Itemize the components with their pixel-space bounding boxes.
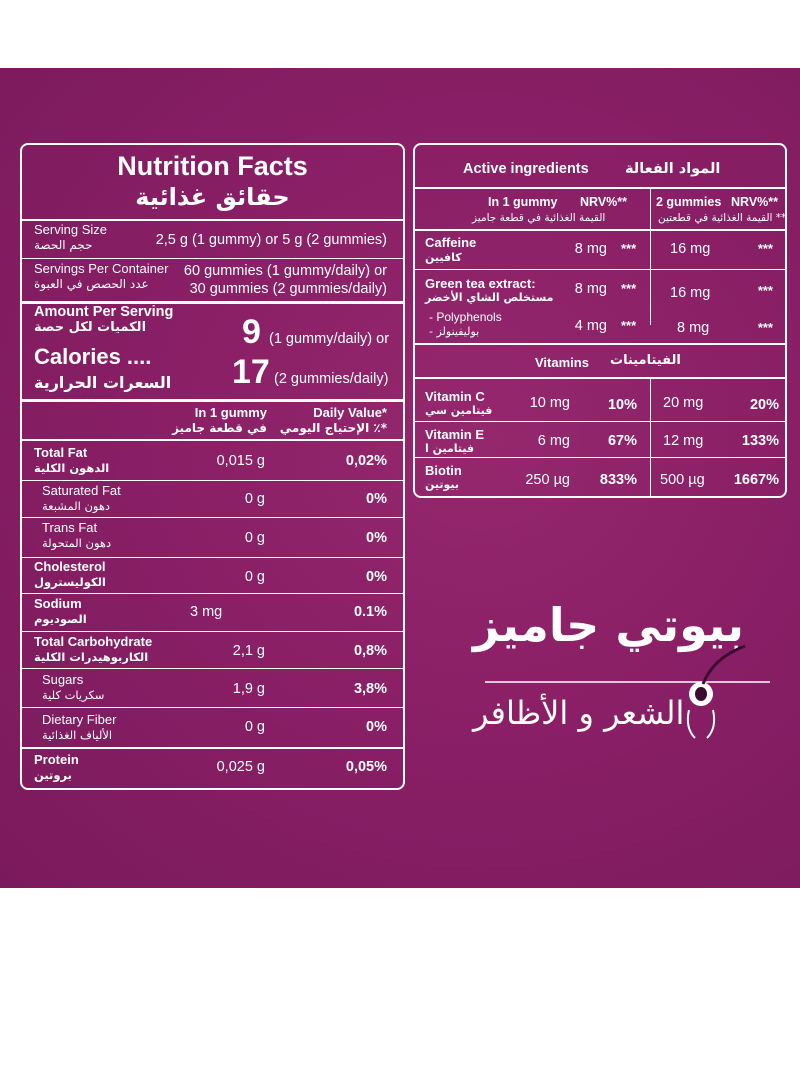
divider [22,517,403,518]
row-amount: 0 g [244,569,265,585]
vitamin-c-label: Vitamin C [425,389,485,404]
amount-per-serving-label: Amount Per Serving [34,304,174,320]
column-divider [650,187,651,325]
row-label: Trans Fat [42,520,98,535]
divider [22,399,403,402]
row-label: Total Carbohydrate [34,634,153,649]
row-dv: 3,8% [353,681,387,697]
divider [22,668,403,669]
calories-label: Calories .... [34,344,152,369]
row-dv: 0,02% [345,453,387,469]
active-title-ar: المواد الفعالة [625,161,721,177]
green-tea-label: Green tea extract: [425,276,536,291]
green-tea-value-1: 8 mg [574,281,607,297]
vitamins-title-ar: الفيتامينات [610,353,681,368]
caffeine-value-2: 16 mg [670,241,711,257]
calories-2-note: (2 gummies/daily) [274,371,389,387]
calories-2-gummies: 17 [232,353,270,391]
divider [22,631,403,632]
divider [415,457,785,458]
biotin-nrv-1: 833% [599,472,637,488]
green-tea-value-2: 16 mg [670,285,711,301]
divider [415,269,785,270]
row-label-ar: دهون المشبعة [42,499,111,513]
col1-ar: القيمة الغذائية في قطعة جاميز [472,212,606,224]
row-dv: 0% [366,569,387,585]
serving-size-label: Serving Size [34,222,107,237]
row-amount: 0 g [244,530,265,546]
caffeine-value-1: 8 mg [574,241,607,257]
caffeine-label: Caffeine [425,235,477,250]
vitamin-e-nrv-2: 133% [741,433,779,449]
brand-tagline-ar: الشعر و الأظافر [473,694,685,732]
col-dv-header-ar: الإحتياج اليومي ٪* [279,421,387,435]
vitamin-c-nrv-1: 10% [607,397,637,413]
amount-per-serving-label-ar: الكميات لكل حصة [34,320,147,335]
col1-nrv: NRV%** [580,195,628,209]
vitamin-e-value-2: 12 mg [663,433,704,449]
vitamin-c-label-ar: فيتامين سي [425,404,493,417]
row-label: Total Fat [34,445,88,460]
row-amount: 0,015 g [216,453,265,469]
divider [22,593,403,594]
divider [415,421,785,422]
servings-per-container-label-ar: عدد الحصص في العبوة [34,277,149,291]
row-dv: 0% [366,719,387,735]
polyphenols-value-2: 8 mg [677,320,710,336]
calories-1-note: (1 gummy/daily) or [269,331,390,347]
active-ingredients-box [413,143,787,498]
divider [22,557,403,558]
vitamins-title: Vitamins [535,355,589,370]
row-amount: 3 mg [190,604,223,620]
biotin-label: Biotin [425,463,462,478]
row-dv: 0,8% [353,643,387,659]
divider [22,439,403,441]
row-amount: 2,1 g [232,643,265,659]
row-label-ar: الكاربوهيدرات الكلية [34,650,149,664]
col2-label: 2 gummies [656,195,722,209]
row-label: Sodium [34,596,82,611]
polyphenols-nrv-2: *** [757,320,773,335]
servings-per-container-value-2: 30 gummies (2 gummies/daily) [189,281,387,297]
nutrition-facts-box [20,143,405,790]
biotin-nrv-2: 1667% [733,472,779,488]
vitamin-e-value-1: 6 mg [537,433,570,449]
divider [22,258,403,259]
divider [415,377,785,379]
green-tea-label-ar: مستخلص الشاي الأخضر [425,291,554,304]
green-tea-nrv-2: *** [757,283,773,298]
row-label-ar: الكوليسترول [34,575,106,589]
polyphenols-label-ar: - بوليفينولز [429,325,480,338]
row-label-ar: الصوديوم [34,612,87,626]
biotin-label-ar: بيوتين [425,478,460,491]
calories-label-ar: السعرات الحرارية [34,373,172,392]
vitamin-e-label: Vitamin E [425,427,485,442]
row-label: Cholesterol [34,559,106,574]
row-label-ar: بروتين [34,768,72,782]
col-gummy-header: In 1 gummy [194,405,267,420]
col1-label: In 1 gummy [488,195,558,209]
row-label-ar: الدهون الكلية [34,461,110,475]
serving-size-value: 2,5 g (1 gummy) or 5 g (2 gummies) [155,232,387,248]
servings-per-container-label: Servings Per Container [34,261,169,276]
divider [415,187,785,189]
row-amount: 0 g [244,491,265,507]
divider [415,229,785,231]
row-dv: 0,05% [345,759,387,775]
divider [22,707,403,708]
vitamin-c-nrv-2: 20% [749,397,779,413]
row-amount: 0 g [244,719,265,735]
brand-logo [445,598,785,748]
row-label-ar: دهون المتحولة [42,536,112,550]
row-dv: 0.1% [353,604,387,620]
brand-name-ar: بيوتي جاميز [473,598,745,652]
divider [22,747,403,749]
row-label: Dietary Fiber [42,712,117,727]
row-amount: 1,9 g [232,681,265,697]
divider [22,219,403,221]
column-divider [650,377,651,498]
divider [22,480,403,481]
green-tea-nrv-1: *** [621,281,637,296]
divider [415,343,785,345]
row-label-ar: سكريات كلية [42,688,105,702]
vitamin-e-nrv-1: 67% [607,433,637,449]
col-dv-header: Daily Value* [313,405,387,420]
nutrition-title-ar: حقائق غذائية [135,183,290,211]
row-label: Sugars [42,672,84,687]
vitamin-c-value-2: 20 mg [663,395,704,411]
col2-ar: القيمة الغذائية في قطعتين ** [658,212,787,224]
polyphenols-nrv-1: *** [621,318,637,333]
col-gummy-header-ar: في قطعة جاميز [172,421,267,435]
polyphenols-label: - Polyphenols [429,310,502,324]
calories-1-gummy: 9 [242,313,261,351]
polyphenols-value-1: 4 mg [574,318,607,334]
vitamin-e-label-ar: فيتامين ا [425,442,475,455]
nutrition-title: Nutrition Facts [117,151,308,181]
biotin-value-2: 500 µg [660,472,705,488]
serving-size-label-ar: حجم الحصة [34,238,93,252]
active-title: Active ingredients [463,161,589,177]
servings-per-container-value-1: 60 gummies (1 gummy/daily) or [183,263,387,279]
row-label: Saturated Fat [42,483,121,498]
row-amount: 0,025 g [216,759,265,775]
row-dv: 0% [366,530,387,546]
caffeine-nrv-1: *** [621,241,637,256]
caffeine-label-ar: كافيين [425,251,462,264]
col2-nrv: NRV%** [731,195,779,209]
row-label: Protein [34,752,79,767]
vitamin-c-value-1: 10 mg [529,395,570,411]
row-label-ar: الألياف الغذائية [42,728,113,742]
caffeine-nrv-2: *** [757,241,773,256]
row-dv: 0% [366,491,387,507]
biotin-value-1: 250 µg [525,472,570,488]
